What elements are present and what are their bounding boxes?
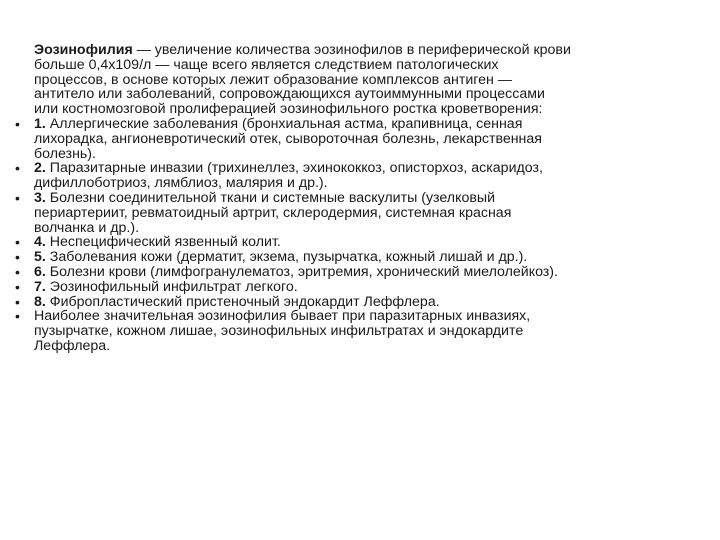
item-number: 8. (34, 293, 46, 310)
item-number: 4. (34, 234, 46, 251)
list-item-7 (0, 280, 720, 295)
item-number: 6. (34, 263, 46, 280)
list-item-3-cont: периартериит, ревматоидный артрит, склеродермия, системная красная (34, 204, 512, 221)
list-item-conclusion-cont: Леффлера. (34, 337, 111, 354)
slide-body-text (0, 43, 720, 354)
item-text: Заболевания кожи (дерматит, экзема, пузырчатка, кожный лишай и др.). (45, 249, 528, 266)
list-item-conclusion (0, 309, 720, 324)
bullet-icon: • (15, 189, 20, 206)
item-number: 7. (34, 278, 46, 295)
bullet-icon: • (15, 115, 20, 132)
list-item-1-cont: лихорадка, ангионевротический отек, сывороточная болезнь, лекарственная (34, 130, 542, 147)
list-item-6 (0, 265, 720, 280)
list-item-8 (0, 295, 720, 310)
bullet-icon: • (15, 278, 20, 295)
bullet-icon: • (15, 263, 20, 280)
item-number: 5. (34, 249, 46, 266)
bullet-icon: • (15, 308, 20, 325)
item-text: Неспецифический язвенный колит. (45, 234, 281, 251)
list-item-2-cont: дифиллоботриоз, лямблиоз, малярия и др.). (34, 175, 328, 192)
bullet-icon: • (15, 160, 20, 177)
term-eosinophilia: Эозинофилия (34, 42, 133, 58)
intro-line-1 (0, 43, 720, 58)
list-item-1-cont: болезнь). (34, 145, 96, 162)
list-item-2 (0, 161, 720, 176)
item-number: 3. (34, 189, 46, 206)
intro-text: — увеличение количества эозинофилов в периферической крови (132, 42, 571, 58)
item-text: Наиболее значительная эозинофилия бывает при паразитарных инвазиях, (34, 308, 531, 325)
bullet-icon: • (15, 293, 20, 310)
list-item-1 (0, 117, 720, 132)
intro-line-5: или костномозговой пролиферацией эозинофильного ростка кроветворения: (34, 101, 543, 118)
item-number: 1. (34, 115, 46, 132)
list-item-conclusion-cont: пузырчатке, кожном лишае, эозинофильных инфильтратах и эндокардите (34, 323, 524, 340)
list-item-3 (0, 191, 720, 206)
item-text: Эозинофильный инфильтрат легкого. (45, 278, 298, 295)
item-text: Паразитарные инвазии (трихинеллез, эхинококкоз, описторхоз, аскаридоз, (45, 160, 543, 177)
item-number: 2. (34, 160, 46, 177)
list-item-4 (0, 235, 720, 250)
bullet-icon: • (15, 249, 20, 266)
intro-line-2: больше 0,4x109/л — чаще всего является следствием патологических (34, 56, 499, 73)
intro-line-3: процессов, в основе которых лежит образование комплексов антиген — (34, 71, 512, 88)
list-item-3-cont: волчанка и др.). (34, 219, 140, 236)
item-text: Болезни крови (лимфогранулематоз, эритремия, хронический миелолейкоз). (45, 263, 558, 280)
bullet-icon: • (15, 234, 20, 251)
list-item-5 (0, 250, 720, 265)
item-text: Фибропластический пристеночный эндокардит Леффлера. (45, 293, 440, 310)
item-text: Аллергические заболевания (бронхиальная астма, крапивница, сенная (45, 115, 523, 132)
intro-line-4: антитело или заболеваний, сопровождающихся аутоиммунными процессами (34, 86, 545, 103)
item-text: Болезни соединительной ткани и системные васкулиты (узелковый (45, 189, 496, 206)
